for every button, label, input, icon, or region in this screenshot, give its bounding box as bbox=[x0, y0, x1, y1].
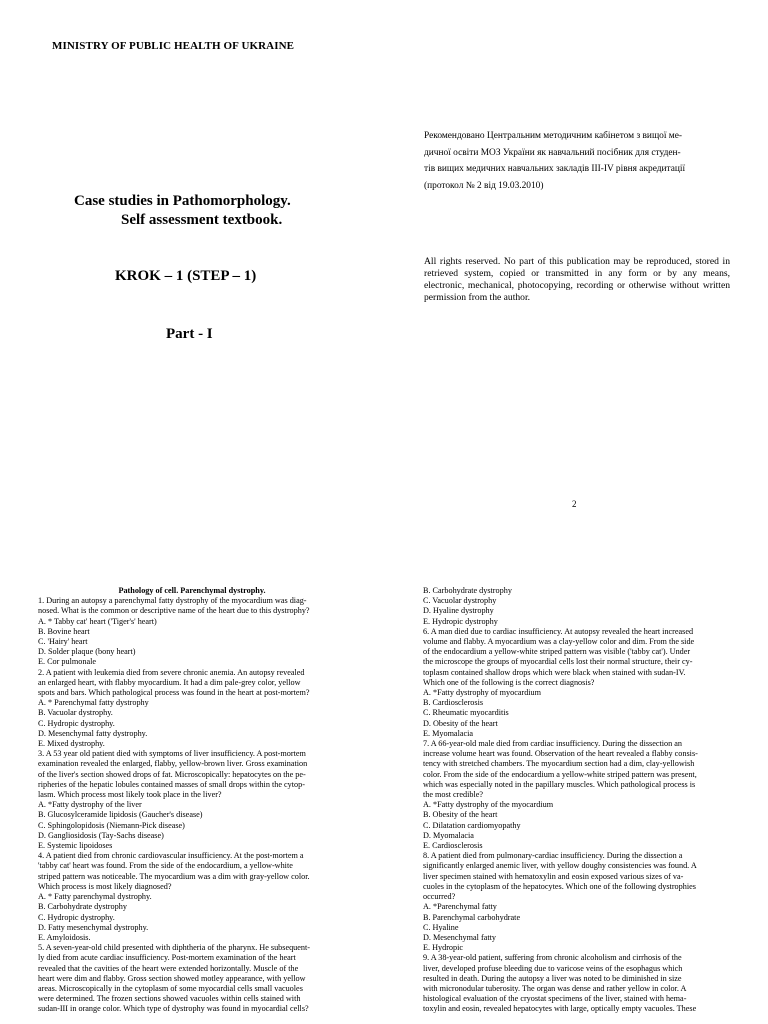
text-line: 6. A man died due to cardiac insufficiency. At autopsy revealed the heart increased bbox=[423, 626, 694, 636]
ministry-header: MINISTRY OF PUBLIC HEALTH OF UKRAINE bbox=[52, 40, 295, 52]
krok-step-title: KROK – 1 (STEP – 1) bbox=[115, 268, 257, 284]
text-line: color. From the side of the endocardium a yellow-white striped pattern was present, bbox=[423, 769, 697, 779]
text-line: B. Vacuolar dystrophy. bbox=[38, 708, 113, 718]
text-line: D. Hyaline dystrophy bbox=[423, 606, 494, 616]
text-line: cuoles in the cytoplasm of the hepatocytes. Which one of the following dystrophies bbox=[423, 881, 696, 891]
text-line: liver, developed profuse bleeding due to varicose veins of the esophagus which bbox=[423, 963, 683, 973]
text-line: C. Sphingolopidosis (Niemann-Pick disease) bbox=[38, 820, 185, 830]
text-line: significantly enlarged anemic liver, with yellow doughy consistencies was found. A bbox=[423, 861, 697, 871]
text-line: E. Systemic lipoidoses bbox=[38, 841, 113, 851]
text-line: C. Vacuolar dystrophy bbox=[423, 596, 497, 606]
text-line: which was especially noted in the papillary muscles. Which pathological process is bbox=[423, 779, 696, 789]
text-line: resulted in death. During the autopsy a liver was noted to be diminished in size bbox=[423, 973, 682, 983]
book-title-line1: Case studies in Pathomorphology. bbox=[74, 193, 291, 209]
text-line: E. Cardiosclerosis bbox=[423, 841, 483, 851]
text-line: E. Hydropic dystrophy bbox=[423, 616, 498, 626]
text-line: D. Myomalacia bbox=[423, 830, 474, 840]
text-line: E. Mixed dystrophy. bbox=[38, 739, 105, 749]
text-line: E. Myomalacia bbox=[423, 728, 474, 738]
text-line: A. * Tabby cat' heart ('Tiger's' heart) bbox=[38, 616, 157, 626]
text-line: C. Dilatation cardiomyopathy bbox=[423, 820, 521, 830]
text-line: 'tabby cat' heart was found. From the side of the endocardium, a yellow-white bbox=[38, 861, 293, 871]
text-line: B. Cardiosclerosis bbox=[423, 698, 484, 708]
text-line: 5. A seven-year-old child presented with diphtheria of the pharynx. He subsequent- bbox=[38, 943, 310, 953]
text-line: B. Carbohydrate dystrophy bbox=[423, 586, 512, 595]
text-line: of the endocardium a yellow-white striped pattern was visible ('tabby cat'). Under bbox=[423, 647, 691, 657]
recommendation-line: (протокол № 2 від 19.03.2010) bbox=[424, 180, 544, 191]
text-line: D. Mesenchymal fatty bbox=[423, 932, 496, 942]
text-line: an enlarged heart, with flabby myocardium. It had a dim pale-grey color, yellow bbox=[38, 677, 301, 687]
text-line: C. 'Hairy' heart bbox=[38, 637, 88, 647]
text-line: 1. During an autopsy a parenchymal fatty dystrophy of the myocardium was diag- bbox=[38, 596, 307, 606]
text-line: E. Hydropic bbox=[423, 943, 464, 953]
text-line: C. Rheumatic myocarditis bbox=[423, 708, 509, 718]
text-line: D. Obesity of the heart bbox=[423, 718, 498, 728]
text-line: C. Hydropic dystrophy. bbox=[38, 718, 115, 728]
recommendation-line: тів вищих медичних навчальних закладів ІІІ-IV рівня акредитації bbox=[424, 164, 686, 175]
text-line: toplasm contained shallow drops which were black when stained with sudan-IV. bbox=[423, 667, 686, 677]
book-title-line2: Self assessment textbook. bbox=[121, 212, 283, 228]
text-line: B. Bovine heart bbox=[38, 626, 90, 636]
text-line: D. Mesenchymal fatty dystrophy. bbox=[38, 728, 148, 738]
text-line: D. Fatty mesenchymal dystrophy. bbox=[38, 922, 149, 932]
text-line: ly died from acute cardiac insufficiency. Post-mortem examination of the heart bbox=[38, 953, 296, 963]
text-line: revealed that the cavities of the heart were extended horizontally. Muscle of the bbox=[38, 963, 299, 973]
text-line: 3. A 53 year old patient died with symptoms of liver insufficiency. A post-mortem bbox=[38, 749, 306, 759]
text-line: 9. A 38-year-old patient, suffering from chronic alcoholism and cirrhosis of the bbox=[423, 953, 682, 963]
text-line: occurred? bbox=[423, 892, 456, 902]
text-line: D. Gangliosidosis (Tay-Sachs disease) bbox=[38, 830, 164, 840]
text-line: B. Obesity of the heart bbox=[423, 810, 498, 820]
text-line: E. Amyloidosis. bbox=[38, 932, 91, 942]
text-line: volume and flabby. A myocardium was a clay-yellow color and dim. From the side bbox=[423, 637, 695, 647]
text-line: of the liver's section showed drops of fat. Microscopically: hepatocytes on the pe- bbox=[38, 769, 306, 779]
questions-left-column bbox=[38, 586, 346, 1015]
rights-notice: All rights reserved. No part of this publication may be reproduced, stored in retrieved system, copied or transmitted in any form or by any means, electronic, mechanical, photocopying, recording or otherwise without written permission from the author. bbox=[424, 256, 730, 303]
recommendation-line: Рекомендовано Центральним методичним кабінетом з вищої ме- bbox=[424, 131, 683, 141]
text-line: tency with stretched chambers. The myocardium section had a dim, clay-yellowish bbox=[423, 759, 695, 769]
text-line: sudan-III in orange color. Which type of dystrophy was found in myocardial cells? bbox=[38, 1004, 309, 1014]
text-line: 8. A patient died from pulmonary-cardiac insufficiency. During the dissection a bbox=[423, 851, 683, 861]
text-line: the most credible? bbox=[423, 790, 484, 800]
text-line: striped pattern was noticeable. The myocardium was a dim with gray-yellow color. bbox=[38, 871, 310, 881]
text-line: were determined. The frozen sections showed vacuoles within cells stained with bbox=[38, 994, 301, 1004]
section-heading: Pathology of cell. Parenchymal dystrophy. bbox=[118, 586, 266, 595]
text-line: heart were dim and flabby. Gross section showed motley appearance, with yellow bbox=[38, 973, 306, 983]
text-line: D. Solder plaque (bony heart) bbox=[38, 647, 136, 657]
text-line: toxylin and eosin, revealed hepatocytes with large, optically empty vacuoles. These bbox=[423, 1004, 697, 1014]
text-line: Which process is most likely diagnosed? bbox=[38, 881, 172, 891]
text-line: 2. A patient with leukemia died from severe chronic anemia. An autopsy revealed bbox=[38, 667, 305, 677]
text-line: increase volume heart was found. Observation of the heart revealed a flabby consis- bbox=[423, 749, 698, 759]
text-line: A. *Parenchymal fatty bbox=[423, 902, 497, 912]
right-column-lines bbox=[423, 586, 729, 1015]
recommendation-line: дичної освіти МОЗ України як навчальний посібник для студен- bbox=[424, 147, 681, 158]
text-line: A. *Fatty dystrophy of the myocardium bbox=[423, 800, 554, 810]
page-number: 2 bbox=[572, 499, 577, 509]
text-line: A. * Parenchymal fatty dystrophy bbox=[38, 698, 149, 708]
text-line: Which one of the following is the correct diagnosis? bbox=[423, 677, 595, 687]
text-line: lasm. Which process most likely took place in the liver? bbox=[38, 790, 222, 800]
text-line: liver specimen stained with hematoxylin and eosin exposed various sizes of va- bbox=[423, 871, 684, 881]
text-line: ripheries of the hepatic lobules contained masses of small drops within the cytop- bbox=[38, 779, 305, 789]
part-label: Part - I bbox=[166, 326, 213, 342]
text-line: B. Carbohydrate dystrophy bbox=[38, 902, 127, 912]
text-line: histological evaluation of the cryostat specimens of the liver, stained with hema- bbox=[423, 994, 687, 1004]
text-line: with micronodular tuberosity. The organ was dense and rather yellow in color. A bbox=[423, 983, 687, 993]
text-line: nosed. What is the common or descriptive name of the heart due to this dystrophy? bbox=[38, 606, 310, 616]
recommendation-block bbox=[424, 128, 730, 194]
text-line: the microscope the groups of myocardial cells lost their normal structure, their cy- bbox=[423, 657, 693, 667]
text-line: examination revealed the enlarged, flabby, yellow-brown liver. Gross examination bbox=[38, 759, 308, 769]
text-line: 4. A patient died from chronic cardiovascular insufficiency. At the post-mortem a bbox=[38, 851, 304, 861]
text-line: 7. A 66-year-old male died from cardiac insufficiency. During the dissection an bbox=[423, 739, 683, 749]
text-line: A. * Fatty parenchymal dystrophy. bbox=[38, 892, 152, 902]
text-line: B. Parenchymal carbohydrate bbox=[423, 912, 521, 922]
text-line: E. Cor pulmonale bbox=[38, 657, 96, 667]
text-line: spots and bars. Which pathological process was found in the heart at post-mortem? bbox=[38, 688, 310, 698]
text-line: C. Hyaline bbox=[423, 922, 459, 932]
text-line: C. Hydropic dystrophy. bbox=[38, 912, 115, 922]
text-line: B. Glucosylceramide lipidosis (Gaucher's disease) bbox=[38, 810, 203, 820]
text-line: A. *Fatty dystrophy of myocardium bbox=[423, 688, 542, 698]
text-line: A. *Fatty dystrophy of the liver bbox=[38, 800, 142, 810]
questions-right-column bbox=[423, 586, 729, 1015]
left-column-lines bbox=[38, 596, 346, 1014]
text-line: areas. Microscopically in the cytoplasm of some myocardial cells small vacuoles bbox=[38, 983, 303, 993]
